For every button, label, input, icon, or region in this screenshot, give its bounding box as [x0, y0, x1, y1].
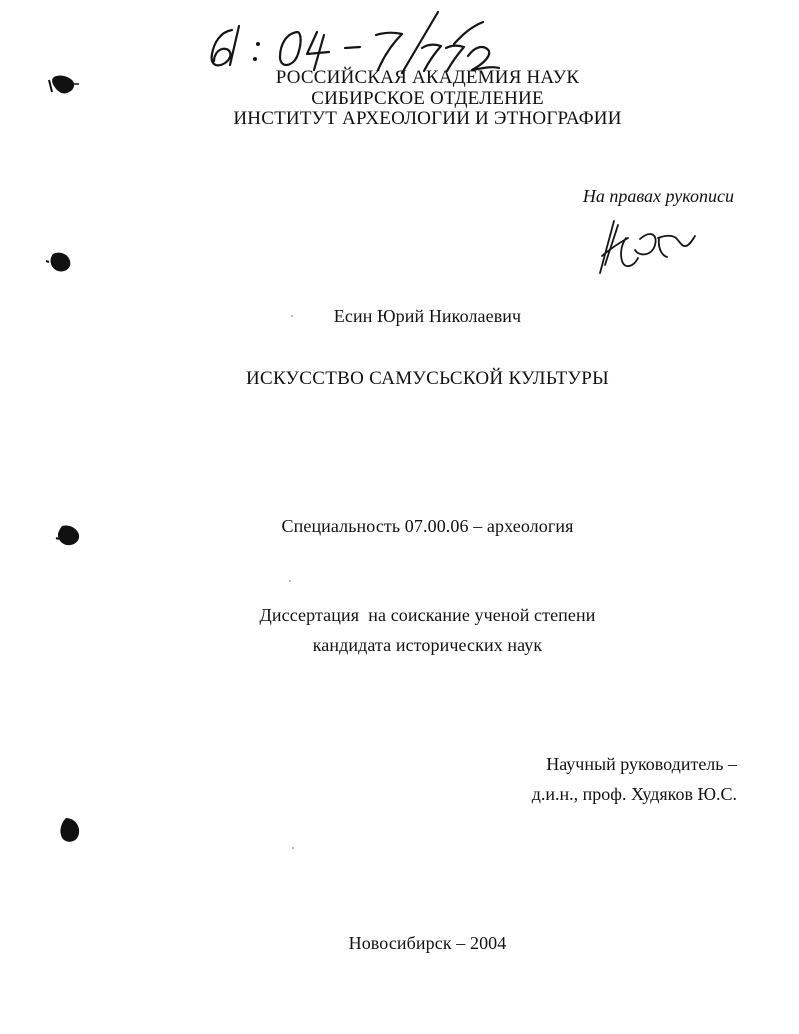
manuscript-rights-note: На правах рукописи — [582, 186, 734, 206]
specialty-line: Специальность 07.00.06 – археология — [281, 516, 574, 536]
scientific-supervisor-name: д.и.н., проф. Худяков Ю.С. — [531, 784, 737, 804]
place-and-year: Новосибирск – 2004 — [348, 933, 507, 953]
scan-speck — [292, 847, 294, 849]
binding-hole-mark-2 — [45, 250, 77, 275]
dissertation-title: ИСКУССТВО САМУСЬСКОЙ КУЛЬТУРЫ — [245, 368, 610, 389]
degree-line-1: Диссертация на соискание ученой степени — [259, 605, 596, 625]
handwritten-signature-icon — [596, 218, 697, 276]
scan-speck — [289, 580, 291, 582]
institute-name: ИНСТИТУТ АРХЕОЛОГИИ И ЭТНОГРАФИИ — [233, 108, 622, 129]
degree-line-2: кандидата исторических наук — [312, 635, 543, 655]
scientific-supervisor-label: Научный руководитель – — [546, 754, 737, 774]
author-name: Есин Юрий Николаевич — [333, 306, 522, 326]
binding-hole-mark-4 — [58, 816, 81, 845]
branch-name: СИБИРСКОЕ ОТДЕЛЕНИЕ — [311, 88, 544, 109]
binding-hole-mark-1 — [47, 72, 80, 97]
scan-speck — [291, 315, 293, 317]
binding-hole-mark-3 — [55, 523, 82, 548]
academy-name: РОССИЙСКАЯ АКАДЕМИЯ НАУК — [275, 67, 580, 88]
